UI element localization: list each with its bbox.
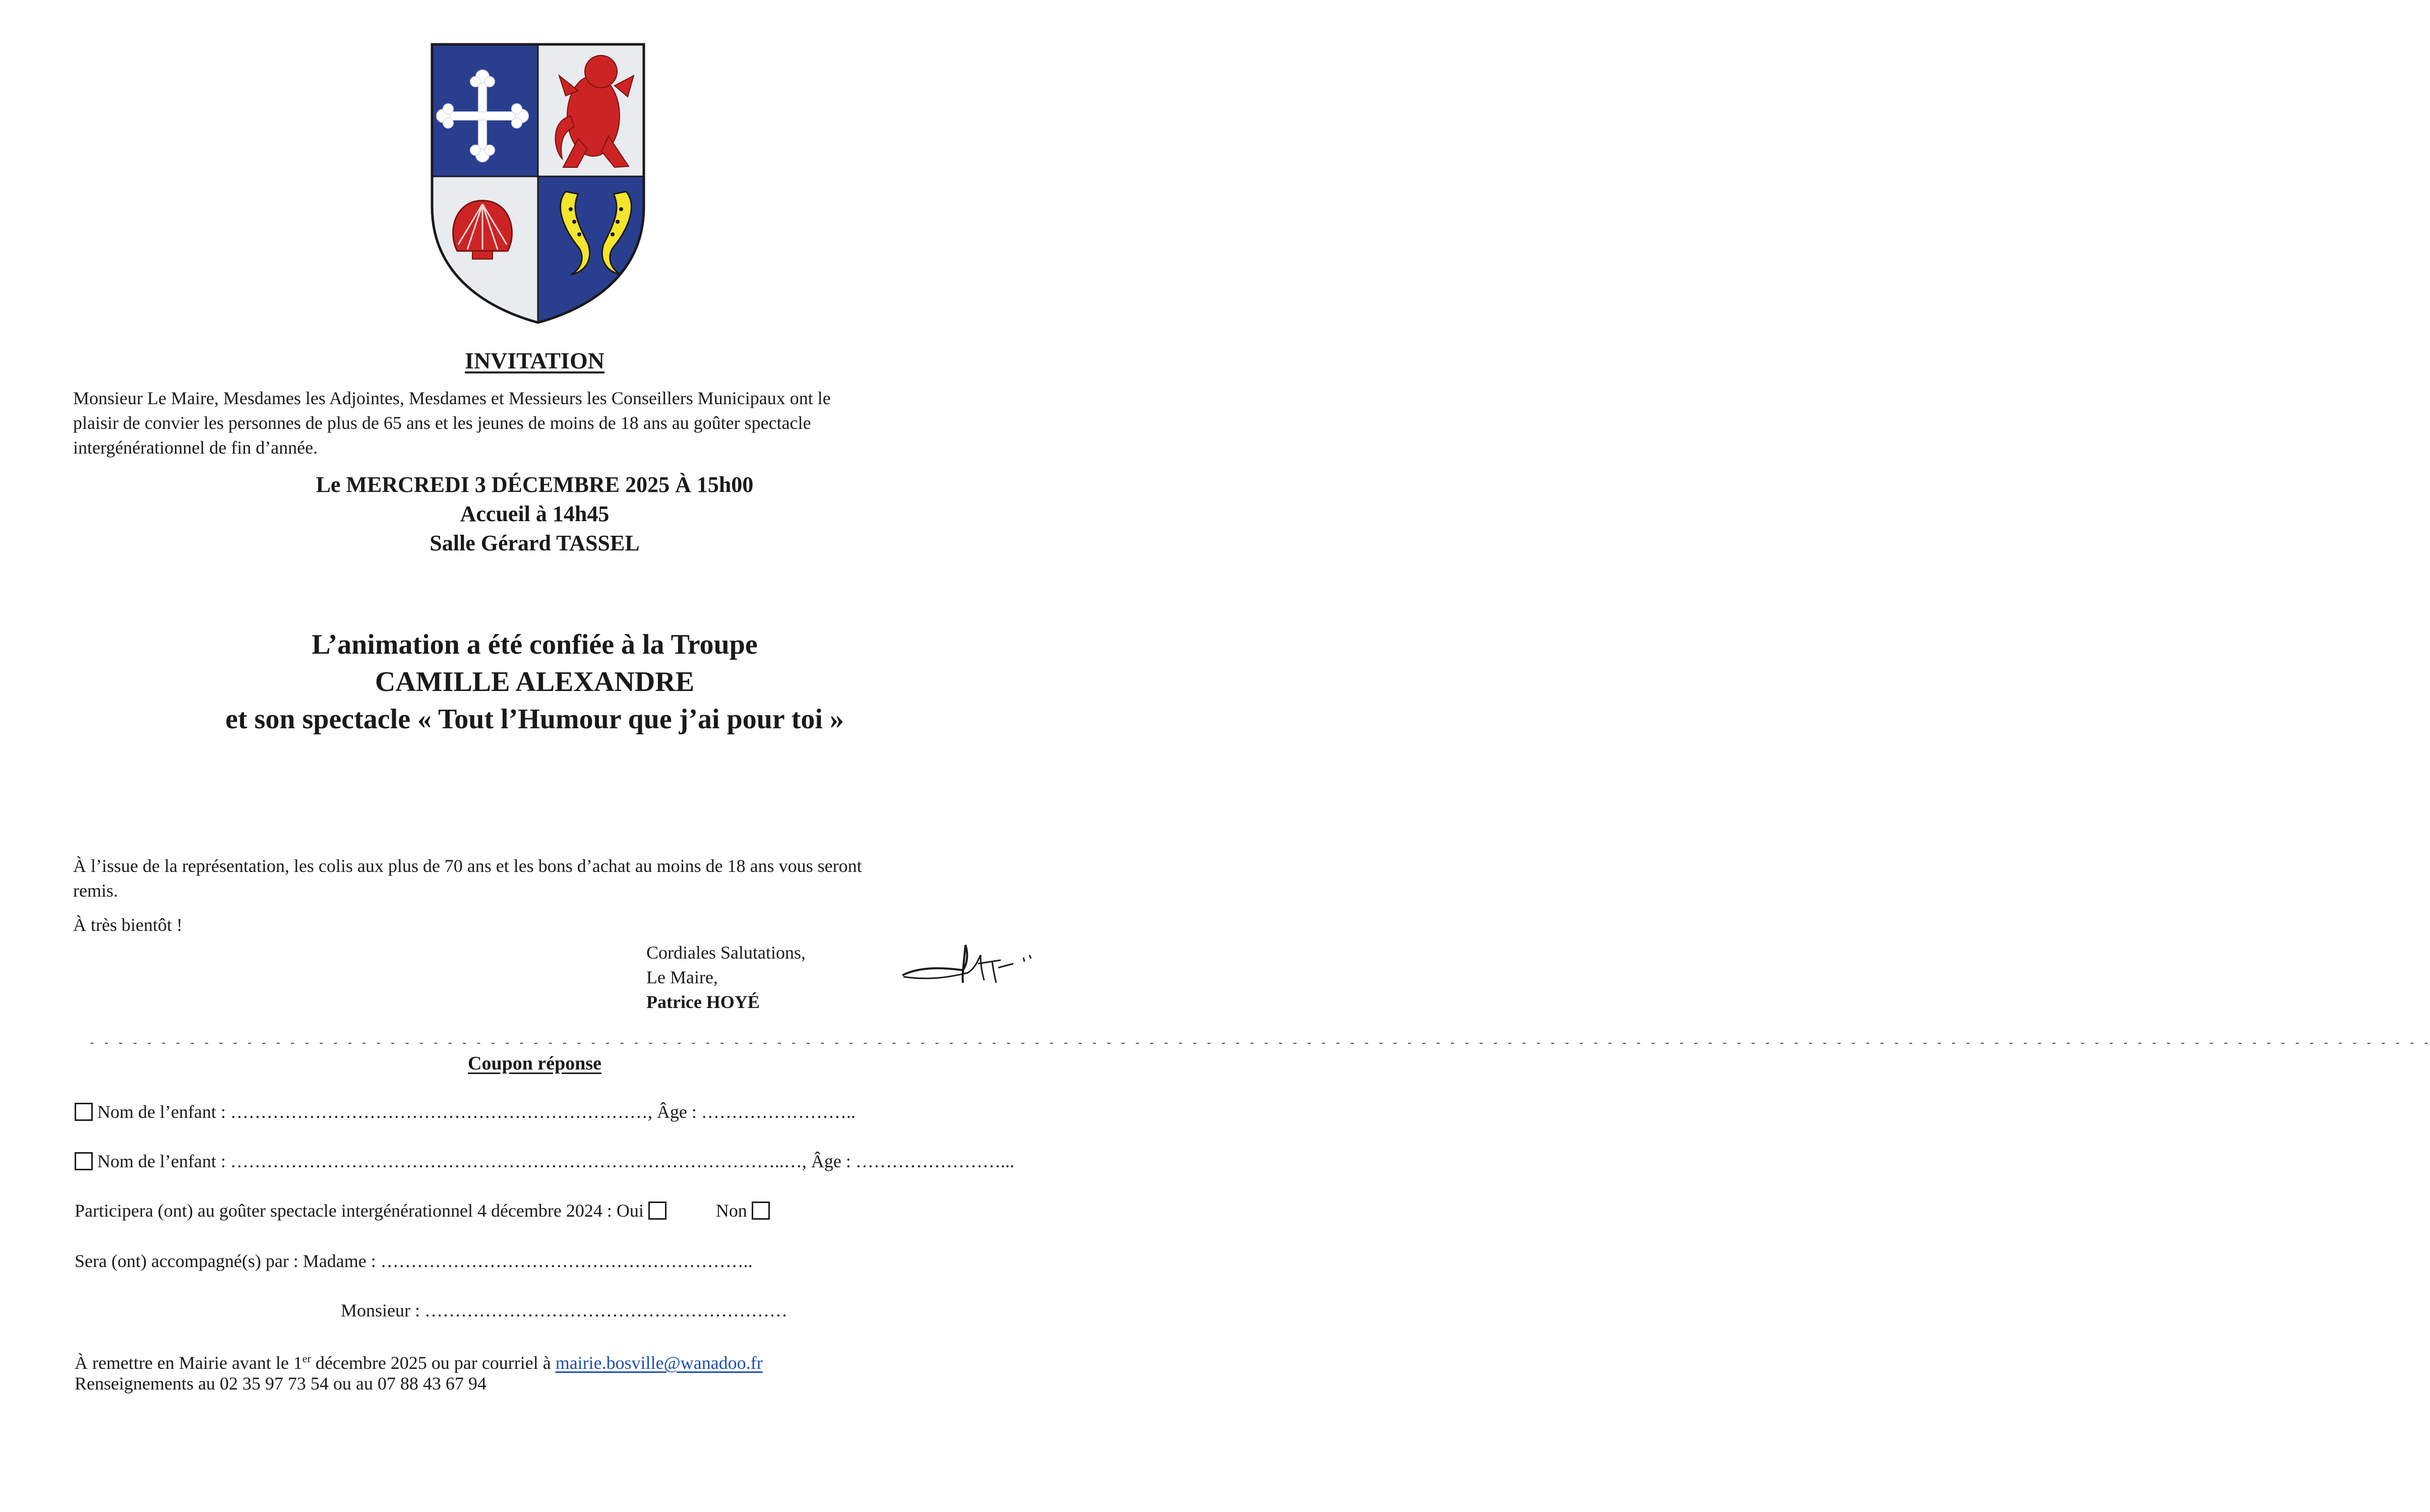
yes-checkbox[interactable] — [648, 1202, 666, 1220]
child-2-checkbox[interactable] — [75, 1152, 93, 1170]
child-1-checkbox[interactable] — [75, 1103, 93, 1121]
return-text: À remettre en Mairie avant le 1 — [75, 1353, 302, 1373]
show-line-1: L’animation a été confiée à la Troupe — [312, 629, 758, 660]
age-2-field[interactable]: ……………………... — [855, 1151, 1014, 1171]
event-welcome-time: Accueil à 14h45 — [460, 501, 610, 526]
child-1-label: Nom de l’enfant : — [97, 1102, 230, 1122]
return-instructions — [75, 1347, 763, 1375]
child-1-name-field[interactable]: ……………………………………………………………, — [230, 1102, 657, 1122]
intro-line-3: intergénérationnel de fin d’année. — [73, 437, 318, 458]
salutation: Cordiales Salutations, — [646, 942, 806, 963]
monsieur-field[interactable]: …………………………………………………… — [424, 1300, 787, 1320]
event-venue: Salle Gérard TASSEL — [430, 531, 640, 555]
participation-label: Participera (ont) au goûter spectacle intergénérationnel 4 décembre 2024 : Oui — [75, 1201, 644, 1221]
madame-label: Sera (ont) accompagné(s) par : Madame : — [75, 1251, 381, 1271]
age-1-field[interactable]: …………………….. — [701, 1102, 856, 1122]
age-1-label: Âge : — [656, 1102, 701, 1122]
madame-field[interactable]: …………………………………………………….. — [380, 1251, 753, 1271]
participation-row — [75, 1199, 770, 1223]
coat-of-arms — [427, 40, 649, 328]
return-sup: er — [302, 1352, 311, 1365]
see-you-soon: À très bientôt ! — [73, 915, 183, 935]
handwritten-signature — [897, 932, 1049, 1003]
mayor-role: Le Maire, — [646, 967, 718, 987]
return-text-2: décembre 2025 ou par courriel à — [311, 1353, 556, 1373]
closing-line-2: remis. — [73, 880, 118, 901]
event-date: Le MERCREDI 3 DÉCEMBRE 2025 À 15h00 — [316, 472, 754, 497]
intro-line-2: plaisir de convier les personnes de plus de 65 ans et les jeunes de moins de 18 ans au goûter spectacle — [73, 413, 811, 433]
show-troupe-name: CAMILLE ALEXANDRE — [375, 666, 695, 698]
closing-line-1: À l’issue de la représentation, les colis aux plus de 70 ans et les bons d’achat au moins de 18 ans vous seront — [73, 856, 862, 876]
child-1-row — [75, 1100, 856, 1124]
intro-line-1: Monsieur Le Maire, Mesdames les Adjointes, Mesdames et Messieurs les Conseillers Municipaux ont le — [73, 388, 831, 408]
mayor-name: Patrice HOYÉ — [646, 992, 760, 1012]
madame-row — [75, 1249, 753, 1273]
child-2-name-field[interactable]: ………………………………………………………………………………..…, — [230, 1151, 811, 1171]
child-2-row — [75, 1149, 1014, 1173]
age-2-label: Âge : — [811, 1151, 856, 1171]
coupon-title: Coupon réponse — [468, 1053, 601, 1074]
child-2-label: Nom de l’enfant : — [97, 1151, 230, 1171]
monsieur-label: Monsieur : — [341, 1300, 424, 1320]
no-label: Non — [715, 1201, 747, 1221]
monsieur-row — [341, 1298, 787, 1322]
email-link[interactable]: mairie.bosville@wanadoo.fr — [555, 1353, 763, 1373]
no-checkbox[interactable] — [752, 1202, 770, 1220]
phone-info: Renseignements au 02 35 97 73 54 ou au 07 88 43 67 94 — [75, 1373, 487, 1394]
scallop-shell-icon — [453, 201, 512, 259]
cut-line: - - - - - - - - - - - - - - - - - - - - - - - - - - - - - - - - - - - - - - - - - - - - - - - - - - - - - - - - - - - - - - - - - - - - - - - - - - - - - - - - - - - - - - - - - - - - - - - - - - - - - - - - - - - - - - - - - - - - - - - - - - - - - - - - - - - - - - - - - - - - - - - - - - - - - - - - - - - - - - - - - - - - — [89, 1037, 2430, 1050]
show-title-line: et son spectacle « Tout l’Humour que j’ai pour toi » — [225, 704, 844, 735]
invitation-title: INVITATION — [465, 348, 604, 373]
